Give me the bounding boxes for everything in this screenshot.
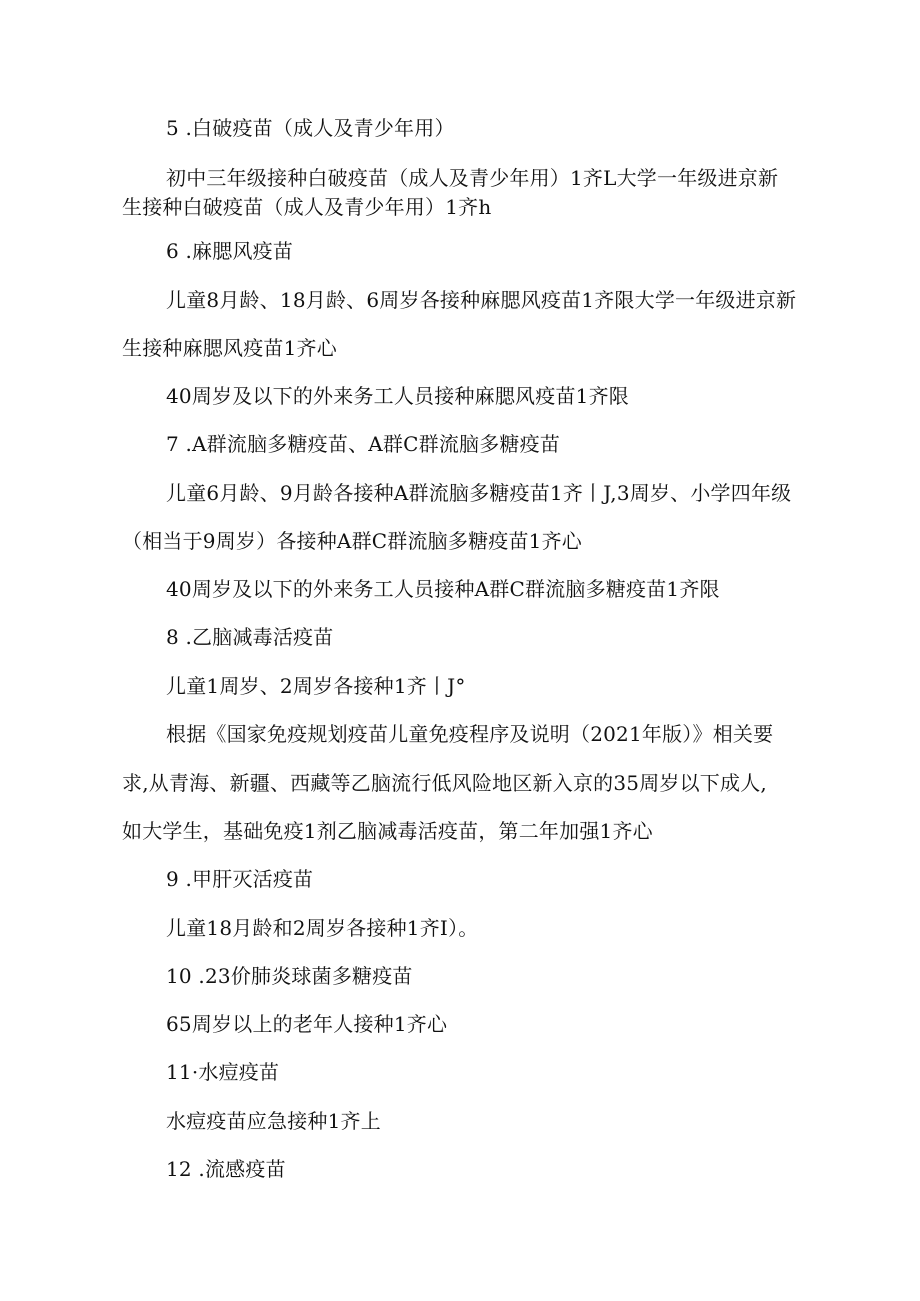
- paragraph-line: 儿童18月龄和2周岁各接种1齐I）。: [166, 916, 479, 940]
- paragraph-line: 儿童6月龄、9月龄各接种A群流脑多糖疫苗1齐丨J,3周岁、小学四年级: [166, 481, 792, 505]
- paragraph-line: 生接种白破疫苗（成人及青少年用）1齐h: [122, 195, 492, 219]
- section-heading-11: 11·水痘疫苗: [166, 1060, 280, 1084]
- paragraph-line: 求,从青海、新疆、西藏等乙脑流行低风险地区新入京的35周岁以下成人,: [122, 771, 767, 795]
- paragraph-line: 水痘疫苗应急接种1齐上: [166, 1109, 381, 1133]
- paragraph-line: 初中三年级接种白破疫苗（成人及青少年用）1齐L大学一年级进京新: [166, 166, 779, 190]
- paragraph-line: 儿童1周岁、2周岁各接种1齐丨J°: [166, 674, 466, 698]
- section-heading-10: 10 .23价肺炎球菌多糖疫苗: [166, 964, 413, 988]
- paragraph-line: 儿童8月龄、18月龄、6周岁各接种麻腮风疫苗1齐限大学一年级进京新: [166, 288, 797, 312]
- section-heading-8: 8 .乙脑减毒活疫苗: [166, 625, 334, 649]
- section-heading-9: 9 .甲肝灭活疫苗: [166, 867, 314, 891]
- section-heading-6: 6 .麻腮风疫苗: [166, 239, 294, 263]
- section-heading-5: 5 .白破疫苗（成人及青少年用）: [166, 116, 455, 140]
- section-heading-7: 7 .A群流脑多糖疫苗、A群C群流脑多糖疫苗: [166, 432, 561, 456]
- paragraph-line: 生接种麻腮风疫苗1齐心: [122, 336, 337, 360]
- paragraph-line: 65周岁以上的老年人接种1齐心: [166, 1012, 448, 1036]
- paragraph-line: 40周岁及以下的外来务工人员接种麻腮风疫苗1齐限: [166, 384, 629, 408]
- paragraph-line: （相当于9周岁）各接种A群C群流脑多糖疫苗1齐心: [122, 529, 582, 553]
- paragraph-line: 40周岁及以下的外来务工人员接种A群C群流脑多糖疫苗1齐限: [166, 577, 720, 601]
- paragraph-line: 如大学生，基础免疫1剂乙脑减毒活疫苗，第二年加强1齐心: [122, 819, 653, 843]
- paragraph-line: 根据《国家免疫规划疫苗儿童免疫程序及说明（2021年版）》相关要: [166, 722, 774, 746]
- section-heading-12: 12 .流感疫苗: [166, 1157, 286, 1181]
